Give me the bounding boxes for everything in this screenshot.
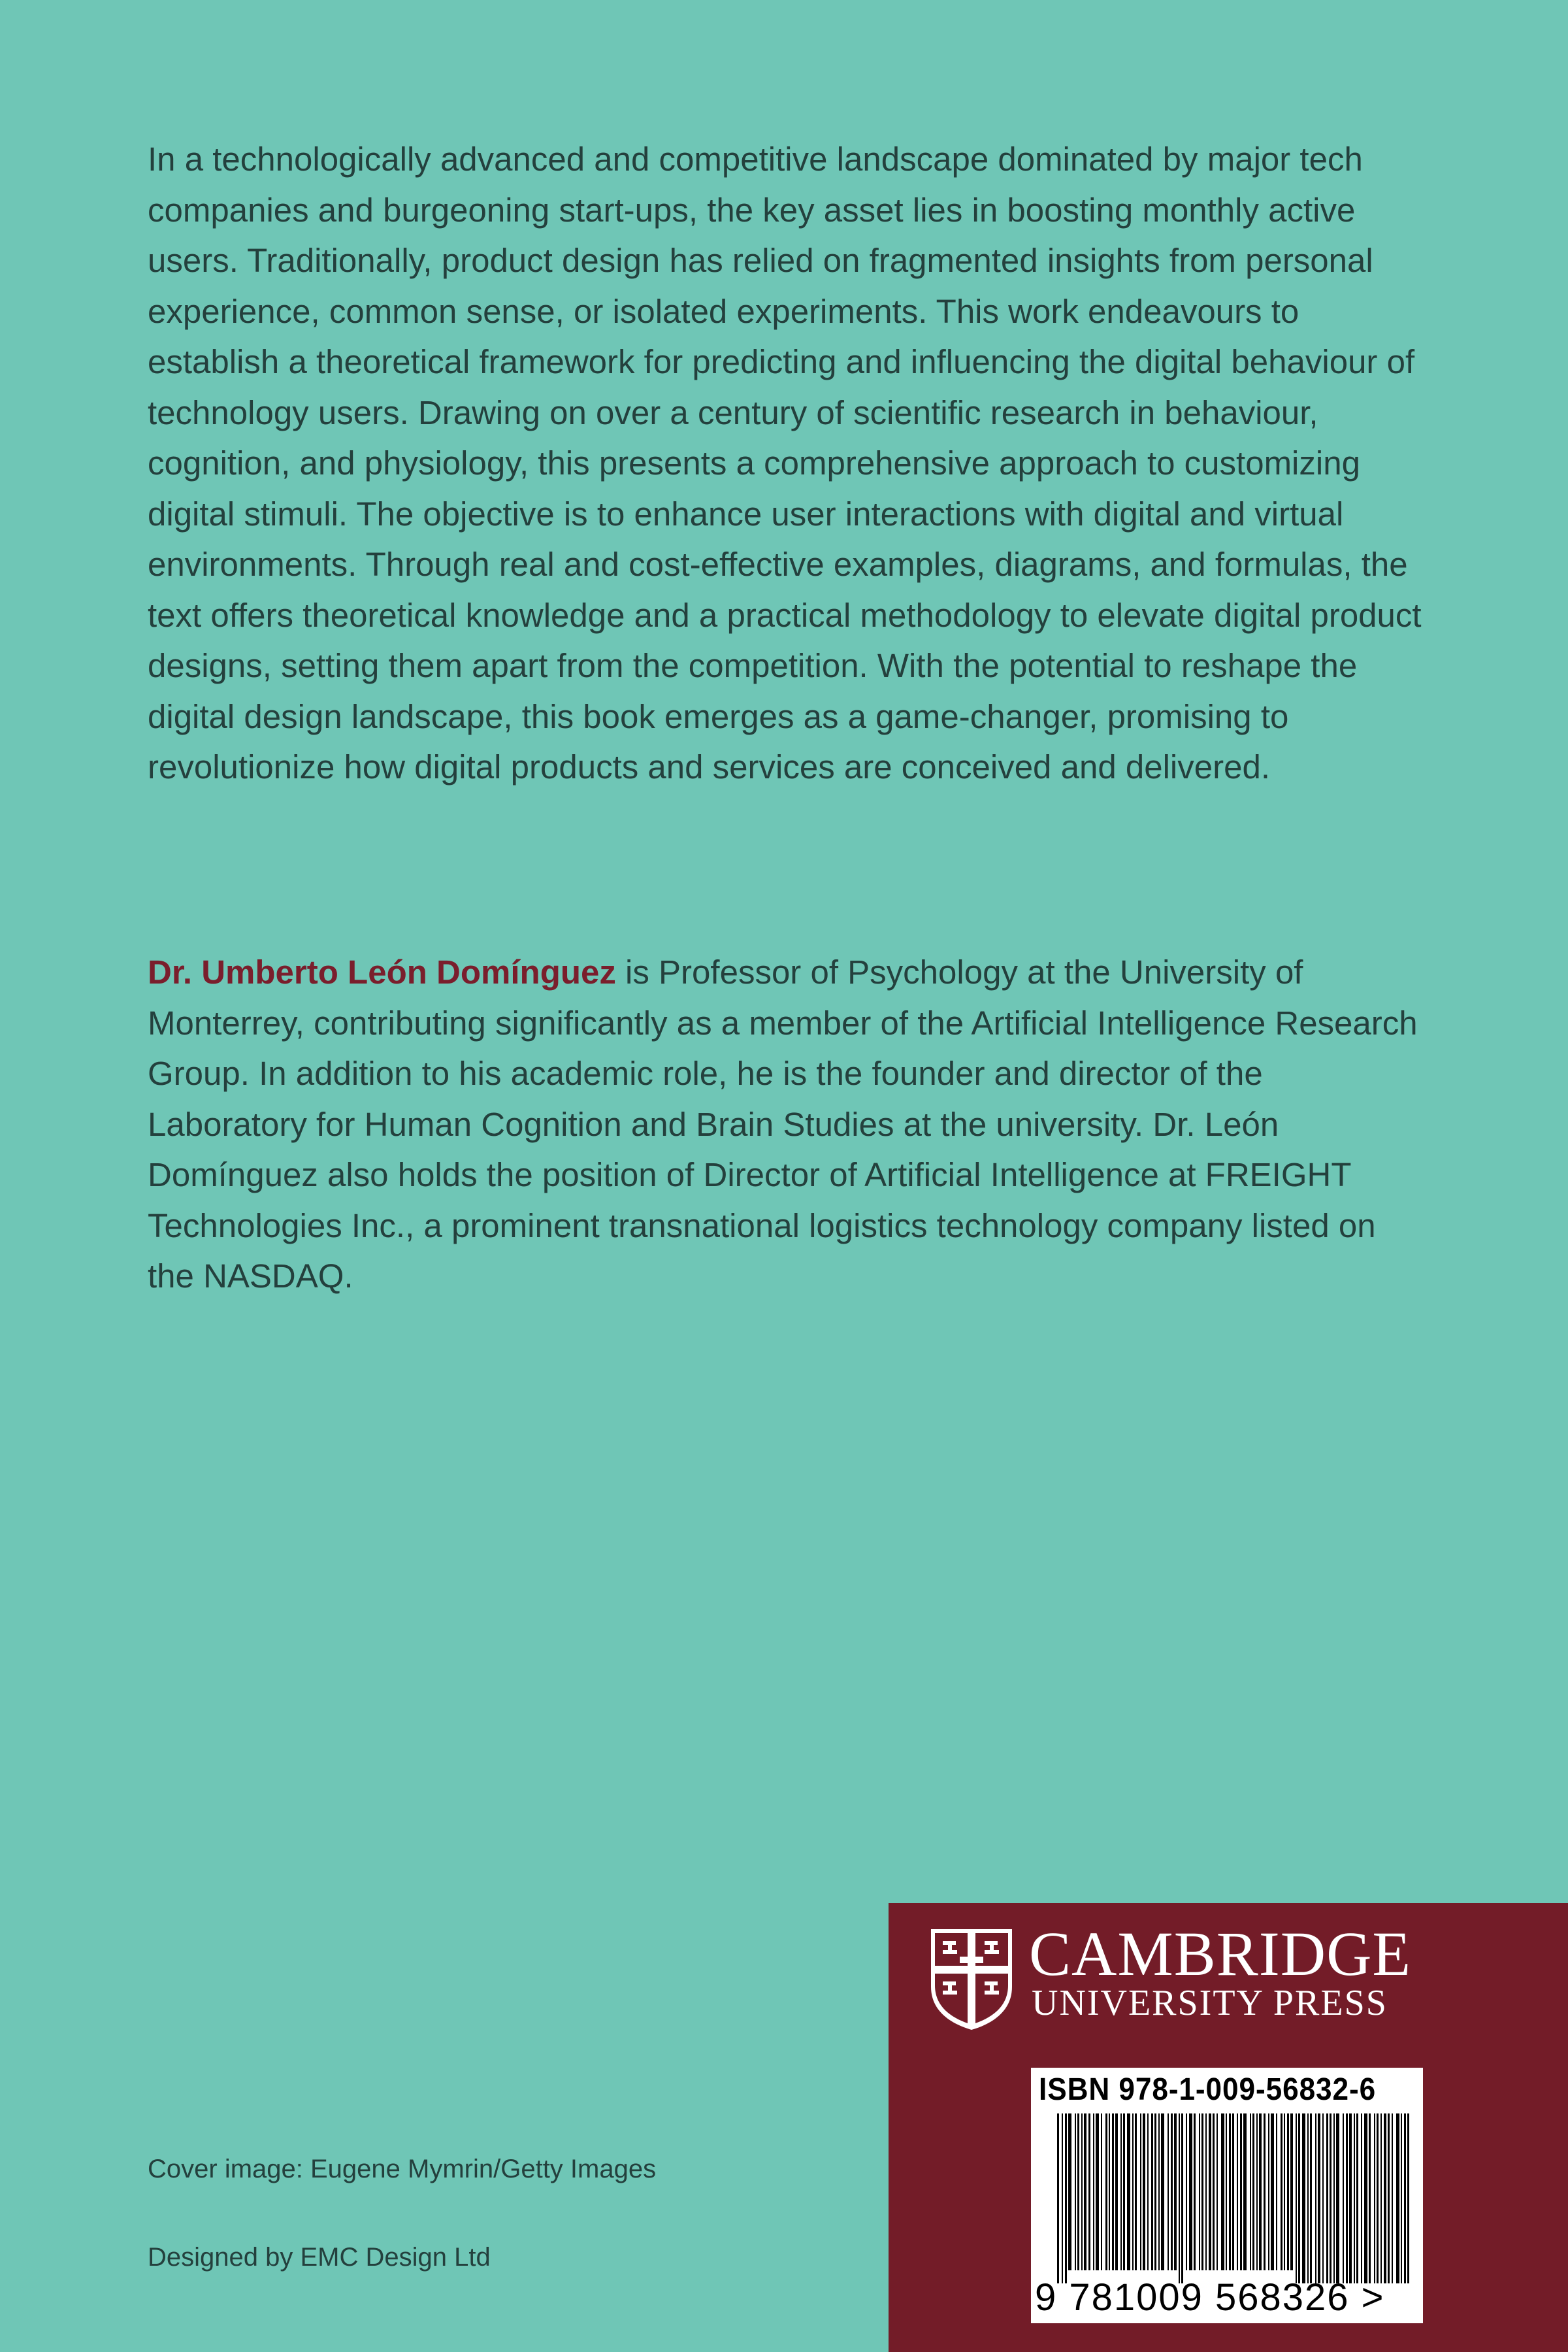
- author-bio-text: is Professor of Psychology at the University of Monterrey, contributing significantly as a member of the Artificial Intelligence Research Group. In addition to his academic role, he is the founder and director of the Laboratory for Human Cognition and Brain Studies at the university. Dr. León Domínguez also holds the position of Director of Artificial Intelligence at FREIGHT Technologies Inc., a prominent transnational logistics technology company listed on the NASDAQ.: [148, 953, 1418, 1295]
- barcode-bars: [1057, 2113, 1410, 2283]
- publisher-subtitle: UNIVERSITY PRESS: [1032, 1983, 1388, 2023]
- barcode-digits: 9 781009 568326 >: [1035, 2276, 1385, 2319]
- cambridge-crest-icon: [928, 1927, 1015, 2031]
- isbn-barcode: [1031, 2068, 1423, 2323]
- book-description: In a technologically advanced and competitive landscape dominated by major tech companies and burgeoning start-ups, the key asset lies in boosting monthly active users. Traditionally, product design has relied on fragmented insights from personal experience, common sense, or isolated experiments. This work endeavours to establish a theoretical framework for predicting and influencing the digital behaviour of technology users. Drawing on over a century of scientific research in behaviour, cognition, and physiology, this presents a comprehensive approach to customizing digital stimuli. The objective is to enhance user interactions with digital and virtual environments. Through real and cost-effective examples, diagrams, and formulas, the text offers theoretical knowledge and a practical methodology to elevate digital product designs, setting them apart from the competition. With the potential to reshape the digital design landscape, this book emerges as a game-changer, promising to revolutionize how digital products and services are conceived and delivered.: [148, 141, 1422, 786]
- isbn-label: ISBN 978-1-009-56832-6: [1039, 2072, 1377, 2107]
- author-bio: [148, 947, 1428, 1302]
- publisher-panel: [889, 1903, 1568, 2352]
- design-credit: Designed by EMC Design Ltd: [148, 2243, 491, 2272]
- publisher-name: CAMBRIDGE: [1029, 1919, 1412, 1989]
- cover-image-credit: Cover image: Eugene Mymrin/Getty Images: [148, 2155, 657, 2183]
- author-name: Dr. Umberto León Domínguez: [148, 953, 616, 991]
